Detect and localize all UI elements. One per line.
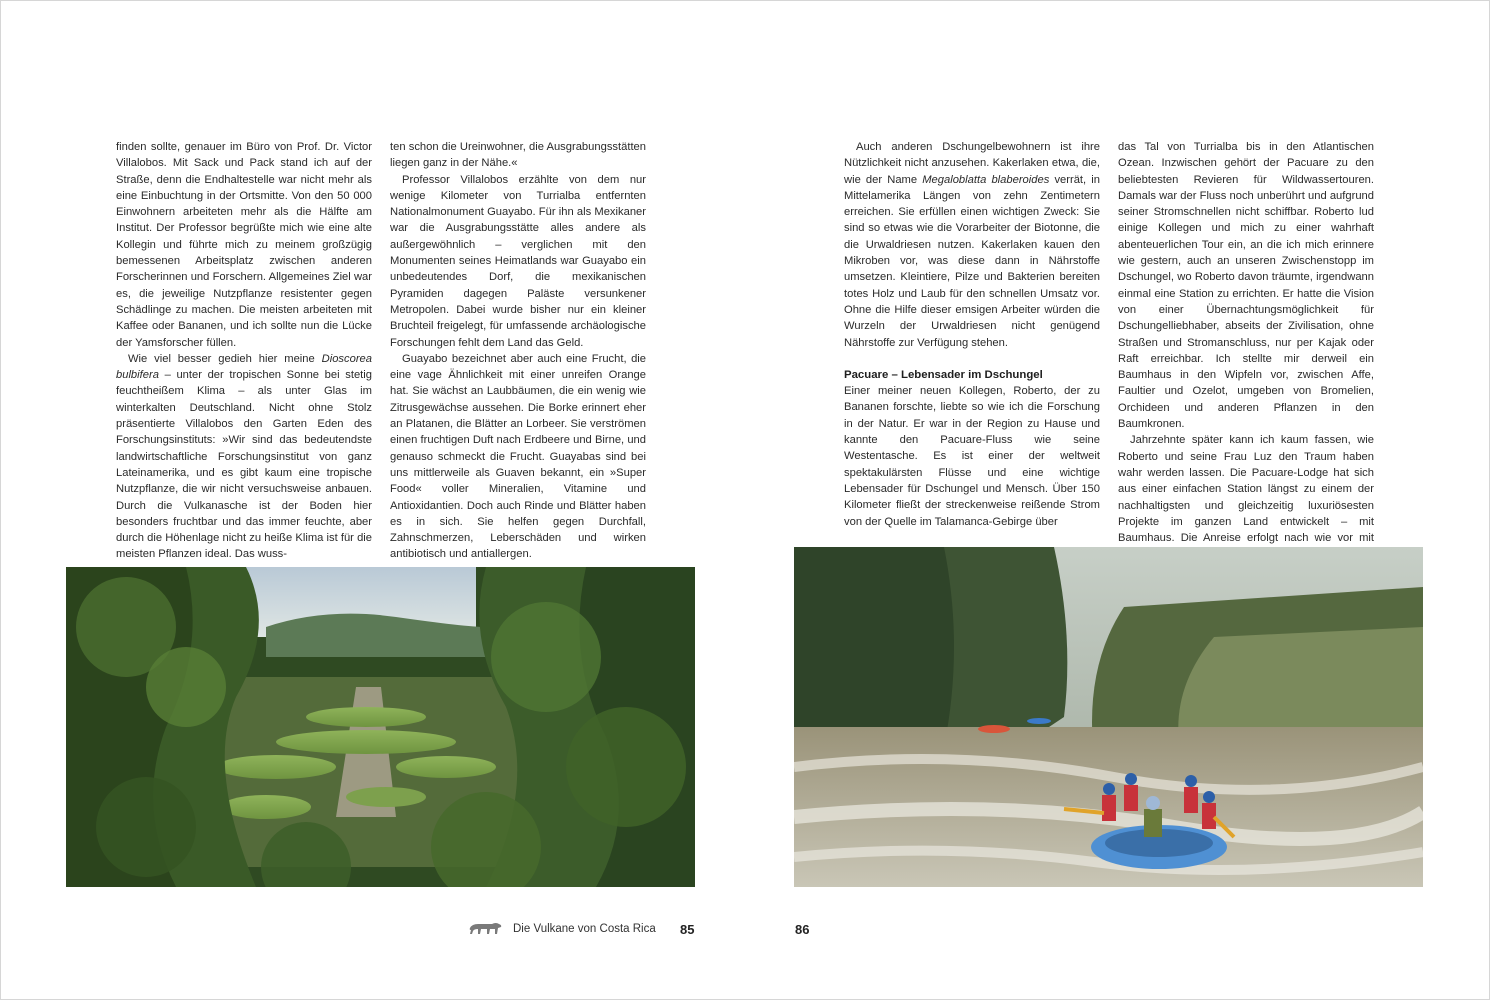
text-run: – unter der tropischen Sonne bei stetig feuchtheißem Klima – als unter Glas im winterkalten Deutschland. Nicht ohne Stolz präsentierte Villalobos den Garten Eden des Forschungsinstituts: »Wir sind das bedeutendste landwirtschaftliche Forschungsinstitut von ganz Lateinamerika, und es gibt kaum eine tropische Nutzpflanze, die wir nicht versuchsweise anbauen. Durch die Vulkanasche ist der Boden hier besonders fruchtbar und das immer feuchte, aber durch die Höhenlage nicht zu heiße Klima ist für die meisten Pflanzen ideal. Das wuss- xyxy=(116,369,372,561)
paragraph: finden sollte, genauer im Büro von Prof. Dr. Victor Villalobos. Mit Sack und Pack stand ich auf der Straße, denn die Endhaltestelle war nicht mehr als eine Einbuchtung in der Ortsmitte. Von den 50 000 Einwohnern arbeiteten mehr als die Hälfte am Institut. Der Professor begrüßte mich wie eine alte Kollegin und führte mich zu meinem großzügig bemessenen Arbeitsplatz zwischen anderen Forscherinnen und Forschern. Allgemeines Ziel war es, die jeweilige Nutzpflanze resistenter gegen Schädlinge zu machen. Die meisten arbeiteten mit Kaffee oder Bananen, und ich sollte nun die Lücke der Yamsforscher füllen. xyxy=(116,141,372,349)
species-name: Megaloblatta blaberoides xyxy=(922,173,1050,186)
text-column-4 xyxy=(1118,139,1374,563)
paragraph: Professor Villalobos erzählte von dem nur wenige Kilometer von Turrialba entfernten Nationalmonument Guayabo. Für ihn als Mexikaner war die Ausgrabungsstätte alles andere als außergewöhnlich – verglichen mit den Monumenten seines Heimatlands war Guayabo ein unbedeutendes Dorf, die mexikanischen Pyramiden dagegen Paläste versunkener Metropolen. Dabei wurde bisher nur ein kleiner Bruchteil freigelegt, für umfassende archäologische Forschungen fehlt dem Land das Geld. xyxy=(390,173,646,349)
page-number-left: 85 xyxy=(680,922,695,937)
text-column-3 xyxy=(844,139,1100,530)
paragraph xyxy=(116,351,372,563)
rafting-photo xyxy=(794,547,1423,887)
paragraph: das Tal von Turrialba bis in den Atlantischen Ozean. Inzwischen gehört der Pacuare zu den beliebtesten Revieren für Wildwassertouren. Damals war der Fluss noch unberührt und aufgrund seiner Stromschnellen nicht schiffbar. Roberto lud einige Kollegen und mich zu einer wahrhaft abenteuerlichen Tour ein, an die ich mich erinnere wie gestern, auch an unseren Zwischenstopp im Dschungel, wo Roberto davon träumte, irgendwann einmal eine Station zu errichten. Er hatte die Vision von einer Übernachtungsmöglichkeit für Dschungelliebhaber, abseits der Zivilisation, ohne Straßen und Stromanschluss, nur per Kajak oder Raft erreichbar. Ich stellte mir derweil ein Baumhaus in den Wipfeln vor, zwischen Affe, Faultier und Ozelot, umgeben von Bromelien, Orchideen und anderen Pflanzen in den Baumkronen. xyxy=(1118,141,1374,431)
text-column-1 xyxy=(116,139,372,563)
guayabo-ruins-photo xyxy=(66,567,695,887)
text-run: verrät, in Mittelamerika Längen von zehn Zentimetern erreichen. Sie erfüllen einen wichtigen Zweck: Sie sind so etwas wie die Vorarbeiter der Biotonne, die die Urwaldriesen nutzen. Kakerlaken kauen den Mikroben vor, was diese dann in Nährstoffe umsetzen. Kleintiere, Pilze und Bakterien bereiten totes Holz und Laub für den schnellen Umsatz vor. Ohne die Hilfe dieser emsigen Arbeiter würden die Wurzeln der Urwaldriesen nicht genügend Nährstoffe zur Verfügung stehen. xyxy=(844,173,1100,349)
text-run: Auch anderen Dschungelbewohnern ist ihre Nützlichkeit nicht anzusehen. Kakerlaken etwa, die, wie der Name xyxy=(844,141,1100,186)
paragraph: Einer meiner neuen Kollegen, Roberto, der zu Bananen forschte, liebte so wie ich die Forschung in der Natur. Er war in der Region zu Hause und kannte den Pacuare-Fluss wie seine Westentasche. Es ist einer der weltweit spektakulärsten Flüsse und eine wichtige Lebensader für Dschungel und Mensch. Über 150 Kilometer fließt der streckenweise reißende Strom von der Quelle im Talamanca-Gebirge über xyxy=(844,385,1100,528)
text-column-2 xyxy=(390,139,646,563)
paragraph: Guayabo bezeichnet aber auch eine Frucht, die eine vage Ähnlichkeit mit einer unreifen Orange hat. Sie wächst an Laubbäumen, die ein wenig wie Zitrusgewächse aussehen. Die Borke erinnert eher an Platanen, die Blätter an Lorbeer. Sie verströmen einen fruchtigen Duft nach Erdbeere und Birne, und genauso schmeckt die Frucht. Guayabas sind bei uns mittlerweile als Guaven bekannt, ein »Super Food« voller Mineralien, Vitamine und Antioxidantien. Doch auch Rinde und Blätter haben es in sich. Sie helfen gegen Durchfall, Zahnschmerzen, Leberschäden und wirken antibiotisch und antiallergen. xyxy=(390,352,646,561)
paragraph: ten schon die Ureinwohner, die Ausgrabungsstätten liegen ganz in der Nähe.« xyxy=(390,141,646,170)
species-name: Dioscorea bulbifera xyxy=(116,352,372,382)
paragraph: Jahrzehnte später kann ich kaum fassen, wie Roberto und seine Frau Luz den Traum haben wahr werden lassen. Die Pacuare-Lodge hat sich aus einer einfachen Station längst zu einem der nachhaltigsten und gleichzeitig luxuriösesten Projekte im ganzen Land entwickelt – mit Baumhaus. Die Anreise erfolgt nach wie vor mit xyxy=(1118,434,1374,545)
page-number-right: 86 xyxy=(795,922,810,937)
running-footer-title: Die Vulkane von Costa Rica xyxy=(513,923,656,935)
jaguar-icon xyxy=(468,918,504,936)
section-heading: Pacuare – Lebensader im Dschungel xyxy=(844,368,1043,381)
text-run: Wie viel besser gedieh hier meine xyxy=(128,352,322,365)
paragraph xyxy=(844,139,1100,351)
